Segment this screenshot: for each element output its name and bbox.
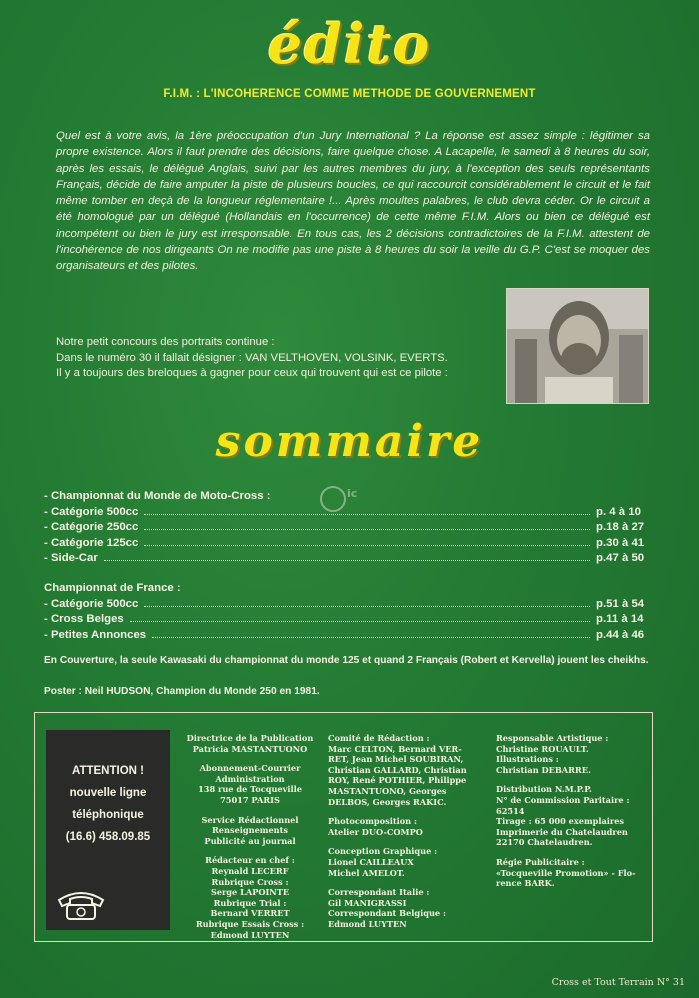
- credit-line: Christine ROUAULT.: [496, 743, 589, 754]
- toc-pages: p.18 à 27: [596, 521, 645, 533]
- credit-line: Illustrations :: [496, 754, 559, 765]
- credit-line: Administration: [215, 773, 285, 784]
- notice-line-2: nouvelle ligne: [69, 787, 147, 799]
- credit-line: Publicité au journal: [204, 835, 296, 846]
- notice-line-3: téléphonique: [72, 809, 144, 821]
- credit-line: Rédacteur en chef :: [205, 855, 295, 866]
- credit-line: Serge LAPOINTE: [210, 887, 290, 898]
- credit-line: Lionel CAILLEAUX: [328, 856, 414, 867]
- portrait-contest-text: [56, 335, 516, 382]
- toc-pages: p. 4 à 10: [596, 505, 641, 518]
- toc-french-championship: [44, 582, 648, 644]
- toc-label: - Petites Annonces: [44, 628, 147, 641]
- credits-column-2: [328, 733, 480, 930]
- notice-line-4: (16.6) 458.09.85: [65, 831, 151, 843]
- toc-world-championship: [44, 490, 648, 568]
- credit-line: 62514: [496, 805, 525, 816]
- credit-line: Gil MANIGRASSI: [328, 897, 407, 908]
- credit-line: Edmond LUYTEN: [328, 918, 407, 929]
- phone-notice-box: [46, 730, 170, 930]
- cover-note: En Couverture, la seule Kawasaki du championnat du monde 125 et quand 2 Français (Robert et Kervella) jouent les cheikhs.: [44, 655, 649, 666]
- credit-line: ROY, René POTHIER, Philippe: [328, 775, 467, 786]
- credit-line: Abonnement-Courrier: [199, 763, 301, 774]
- credit-line: Tirage : 65 000 exemplaires: [496, 816, 625, 827]
- credit-line: rence BARK.: [496, 878, 555, 889]
- credit-line: Marc CELTON, Bernard VER-: [328, 743, 462, 754]
- credit-line: Edmond LUYTEN: [210, 929, 290, 940]
- toc-row: [44, 537, 648, 553]
- credit-line: Christian DEBARRE.: [496, 764, 591, 775]
- toc-pages: p.11 à 14: [596, 613, 644, 625]
- sommaire-title: sommaire: [215, 416, 484, 467]
- pilot-portrait-photo: [506, 288, 649, 404]
- credit-line: Christian GALLARD, Christian: [328, 764, 467, 775]
- toc-label: - Catégorie 125cc: [44, 536, 139, 549]
- credit-line: Distribution N.M.P.P.: [496, 784, 592, 795]
- credit-line: Directrice de la Publication: [186, 733, 314, 743]
- toc-label: - Cross Belges: [44, 613, 124, 625]
- credit-line: Comité de Rédaction :: [328, 733, 430, 743]
- toc-pages: p.51 à 54: [596, 597, 645, 610]
- credit-line: Imprimerie du Chatelaudren: [496, 826, 628, 837]
- toc-pages: p.30 à 41: [596, 536, 645, 549]
- edito-title: édito: [267, 12, 432, 76]
- credit-line: N° de Commission Paritaire :: [496, 794, 630, 805]
- credits-column-1: [180, 733, 320, 940]
- credit-line: Service Rédactionnel: [201, 814, 299, 825]
- edito-subtitle: F.I.M. : L'INCOHERENCE COMME METHODE DE GOUVERNEMENT: [163, 88, 536, 100]
- footer-issue: Cross et Tout Terrain N° 31: [551, 977, 685, 988]
- notice-line-1: ATTENTION !: [72, 765, 144, 777]
- toc-pages: p.47 à 50: [596, 552, 645, 564]
- credit-line: Correspondant Italie :: [328, 887, 430, 898]
- credit-line: DELBOS, Georges RAKIC.: [328, 796, 447, 807]
- credit-line: Conception Graphique :: [328, 846, 438, 857]
- credit-line: Régie Publicitaire :: [496, 856, 585, 867]
- credit-line: Renseignements: [212, 825, 288, 836]
- contest-line-3: Il y a toujours des breloques à gagner pour ceux qui trouvent qui est ce pilote :: [56, 367, 448, 379]
- credit-line: Rubrique Trial :: [213, 897, 287, 908]
- poster-note: Poster : Neil HUDSON, Champion du Monde 250 en 1981.: [44, 686, 320, 697]
- toc-label: - Side-Car: [44, 552, 98, 564]
- credit-line: Photocomposition :: [328, 816, 418, 827]
- toc-heading: - Championnat du Monde de Moto-Cross :: [44, 490, 271, 502]
- credit-line: Bernard VERRET: [210, 908, 290, 919]
- credit-line: Patricia MASTANTUONO: [192, 743, 308, 754]
- edito-body: Quel est à votre avis, la 1ère préoccupation d'un Jury International ? La réponse est assez simple : légitimer sa propre existence. Alors il faut prendre des décisions, faire quelque chose. A Lacapelle, le samedi à 8 heures du soir, après les essais, le délégué Anglais, suivi par les autres membres du jury, à l'exception des seuls représentants Français, décide de faire amputer la piste de plusieurs boucles, ce qui raccourcit considérablement le circuit et le fait même tomber en deçà de la longueur réglementaire !... Après moultes palabres, le club devra céder. Or le circuit a été homologué par un délégué (Hollandais en l'occurrence) de cette même F.I.M. Alors ou bien ce délégué est incompétent ou bien le jury est irresponsable. En tous cas, les 2 décisions contradictoires de la F.I.M. attestent de l'incohérence de nos dirigeants On ne modifie pas une piste à 8 heures du soir la veille du G.P. C'est se moquer des organisateurs et des pilotes.: [56, 130, 650, 273]
- toc-heading: Championnat de France :: [44, 582, 181, 594]
- toc-row: [44, 613, 648, 629]
- credit-line: 75017 PARIS: [220, 794, 280, 805]
- toc-label: - Catégorie 500cc: [44, 597, 139, 610]
- credits-column-3: [496, 733, 646, 889]
- credit-line: Atelier DUO-COMPO: [328, 826, 423, 837]
- credit-line: Michel AMELOT.: [328, 867, 405, 878]
- credit-line: «Tocqueville Promotion» - Flo-: [496, 867, 636, 878]
- credit-line: Rubrique Essais Cross :: [195, 918, 305, 929]
- credit-line: RET, Jean Michel SOUBIRAN,: [328, 754, 464, 765]
- toc-label: - Catégorie 500cc: [44, 505, 139, 518]
- toc-row: [44, 552, 648, 568]
- toc-row: [44, 506, 648, 522]
- toc-label: - Catégorie 250cc: [44, 521, 139, 533]
- toc-pages: p.44 à 46: [596, 628, 645, 641]
- credit-line: Rubrique Cross :: [211, 876, 289, 887]
- toc-row: [44, 521, 648, 537]
- telephone-icon: [56, 888, 106, 922]
- contest-line-2: Dans le numéro 30 il fallait désigner : VAN VELTHOVEN, VOLSINK, EVERTS.: [56, 351, 448, 364]
- credit-line: 138 rue de Tocqueville: [198, 784, 302, 795]
- svg-text:ic: ic: [347, 487, 358, 500]
- credit-line: 22170 Chatelaudren.: [496, 837, 593, 848]
- toc-row: [44, 629, 648, 645]
- credit-line: Reynald LECERF: [211, 865, 289, 876]
- credit-line: Responsable Artistique :: [496, 733, 609, 743]
- toc-row: [44, 598, 648, 614]
- credit-line: Correspondant Belgique :: [328, 908, 447, 919]
- credit-line: MASTANTUONO, Georges: [328, 785, 447, 796]
- contest-line-1: Notre petit concours des portraits continue :: [56, 336, 275, 348]
